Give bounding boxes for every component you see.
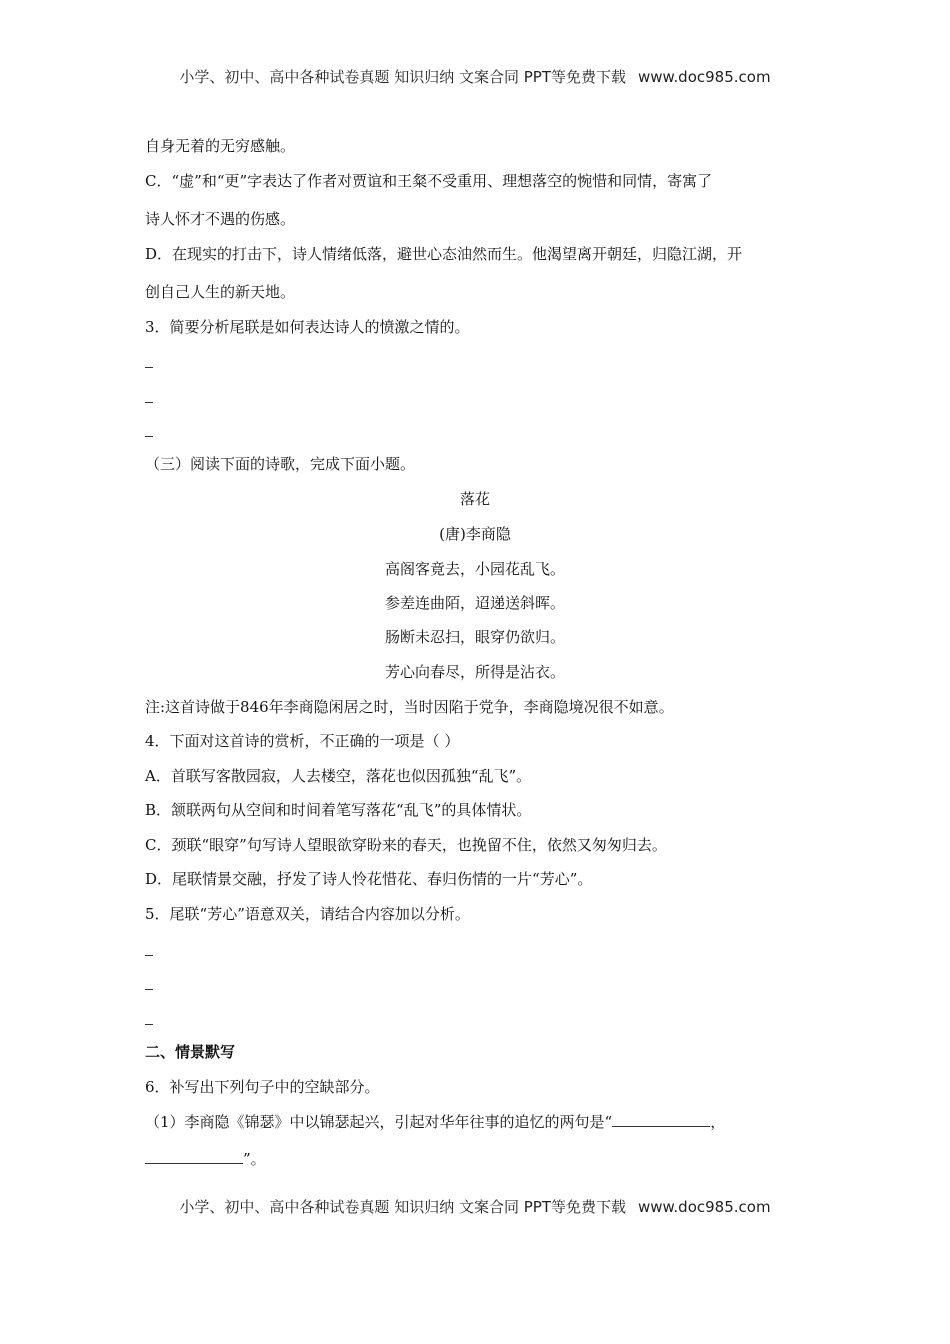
header-site: www.doc985.com	[637, 68, 771, 86]
option-b: B．颔联两句从空间和时间着笔写落花“乱飞”的具体情状。	[145, 801, 532, 819]
answer-line	[145, 367, 153, 368]
poem-line: 芳心向春尽，所得是沾衣。	[384, 663, 565, 681]
question-6-item-1-cont	[145, 1149, 266, 1169]
question-4: 4．下面对这首诗的赏析，不正确的一项是（ ）	[145, 732, 460, 750]
question-6: 6．补写出下列句子中的空缺部分。	[145, 1078, 380, 1096]
section-3-heading: （三）阅读下面的诗歌，完成下面小题。	[145, 455, 416, 473]
question-5: 5．尾联“芳心”语意双关，请结合内容加以分析。	[145, 905, 470, 923]
poem-line: 高阁客竟去，小园花乱飞。	[384, 560, 565, 578]
question-3: 3．简要分析尾联是如何表达诗人的愤激之情的。	[145, 318, 470, 336]
section-2-heading: 二、情景默写	[145, 1043, 236, 1061]
header-text: 小学、初中、高中各种试卷真题 知识归纳 文案合同 PPT等免费下载	[179, 68, 626, 86]
page-footer	[0, 1196, 950, 1217]
poem-note: 注:这首诗做于846年李商隐闲居之时，当时因陷于党争，李商隐境况很不如意。	[145, 698, 674, 716]
footer-site: www.doc985.com	[637, 1198, 771, 1216]
option-c: C．颈联“眼穿”句写诗人望眼欲穿盼来的春天，也挽留不住，依然又匆匆归去。	[145, 836, 667, 854]
item-1-comma: ，	[710, 1113, 726, 1131]
footer-text: 小学、初中、高中各种试卷真题 知识归纳 文案合同 PPT等免费下载	[179, 1198, 626, 1216]
page-header	[0, 66, 950, 87]
question-6-item-1	[145, 1112, 725, 1132]
poem-title: 落花	[459, 490, 490, 508]
answer-line	[145, 402, 153, 403]
fill-blank-2[interactable]	[145, 1149, 243, 1164]
poem-line: 参差连曲陌，迢递送斜晖。	[384, 594, 565, 612]
option-d: D．尾联情景交融，抒发了诗人怜花惜花、春归伤情的一片“芳心”。	[145, 870, 593, 888]
text-line: 创自己人生的新天地。	[145, 283, 296, 301]
text-line: 诗人怀才不遇的伤感。	[145, 210, 296, 228]
text-line: D．在现实的打击下，诗人情绪低落，避世心态油然而生。他渴望离开朝廷，归隐江湖，开	[145, 245, 743, 263]
poem-line: 肠断未忍扫，眼穿仍欲归。	[384, 628, 565, 646]
fill-blank-1[interactable]	[612, 1112, 710, 1127]
answer-line	[145, 989, 153, 990]
answer-line	[145, 1024, 153, 1025]
text-line: 自身无着的无穷感触。	[145, 137, 296, 155]
item-1-text: （1）李商隐《锦瑟》中以锦瑟起兴，引起对华年往事的追忆的两句是“	[145, 1113, 613, 1131]
item-1-end: ”。	[243, 1150, 266, 1168]
option-a: A．首联写客散园寂，人去楼空，落花也似因孤独“乱飞”。	[145, 767, 532, 785]
text-line: C．“虚”和“更”字表达了作者对贾谊和王粲不受重用、理想落空的惋惜和同情，寄寓了	[145, 172, 713, 190]
poem-author: (唐)李商隐	[439, 525, 511, 543]
answer-line	[145, 436, 153, 437]
answer-line	[145, 955, 153, 956]
